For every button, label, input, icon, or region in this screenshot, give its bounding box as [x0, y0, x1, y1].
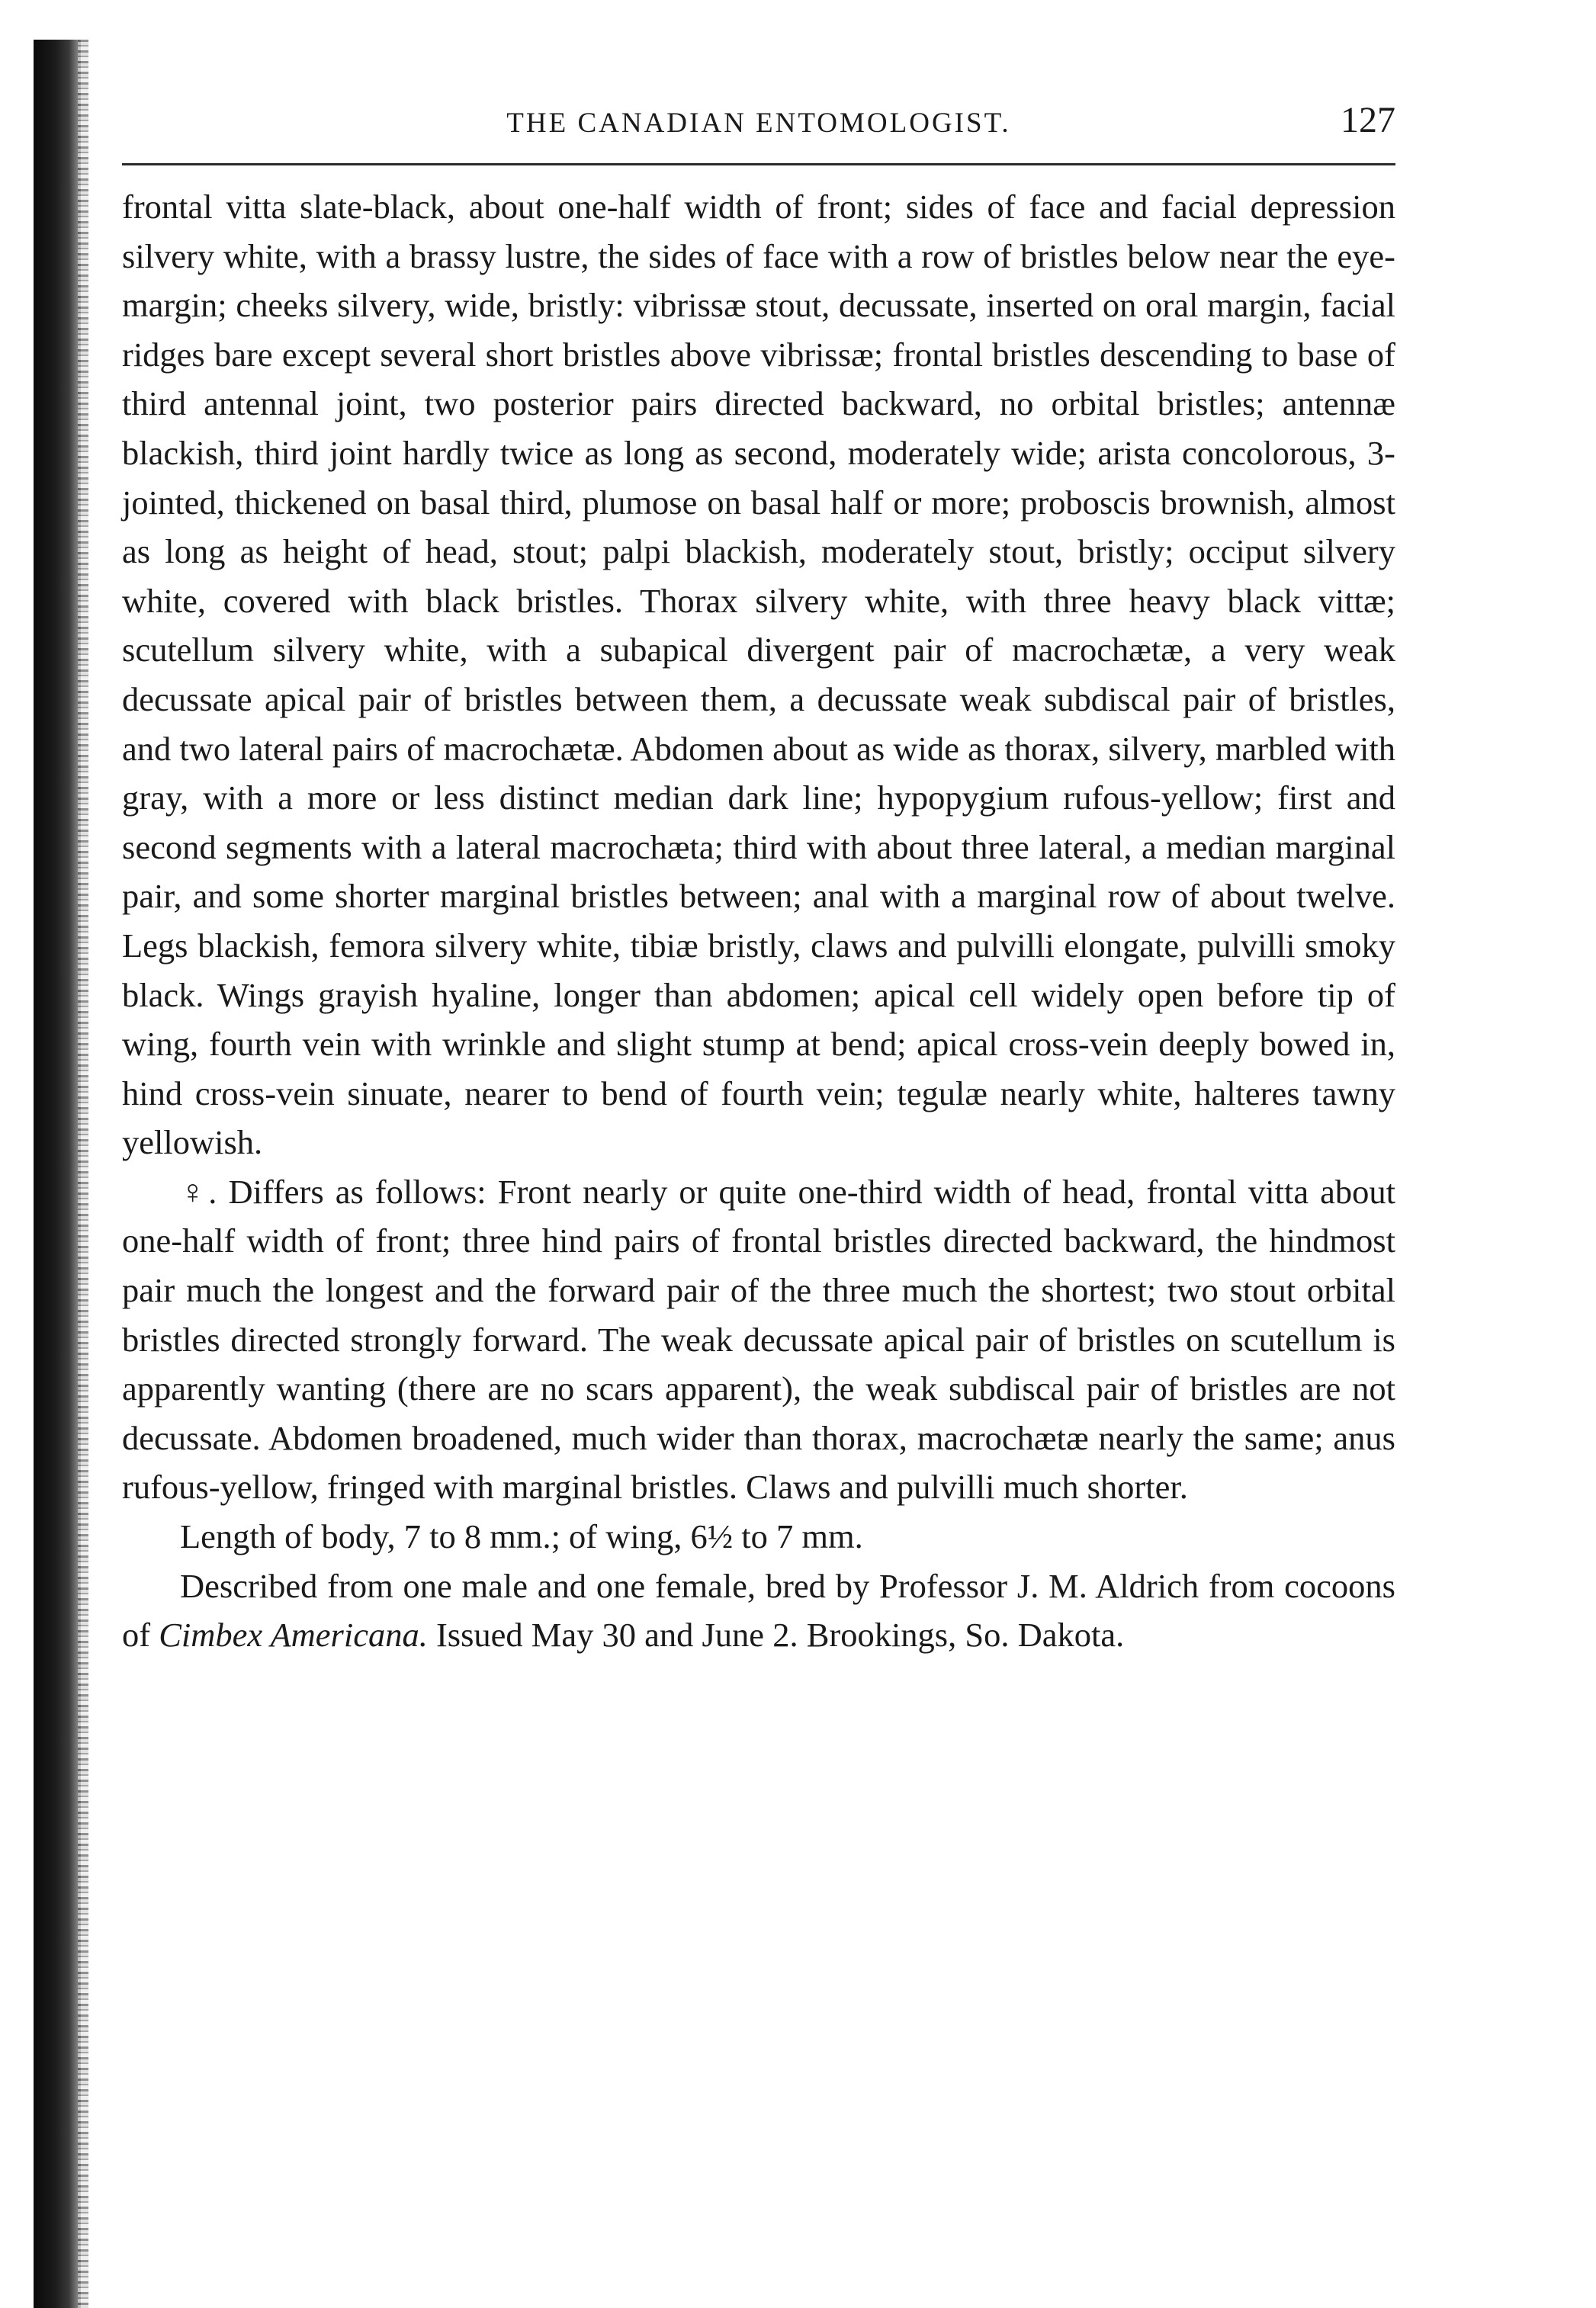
journal-page	[122, 99, 1395, 1660]
book-binding-edge	[34, 40, 81, 2308]
species-name: Cimbex Americana.	[159, 1616, 428, 1655]
measurements-paragraph: Length of body, 7 to 8 mm.; of wing, 6½ to 7 mm.	[180, 1517, 863, 1556]
source-text-start: Described from one male and one female, bred by Professor J. M. Aldrich from cocoons of	[122, 1566, 1395, 1655]
article-body	[122, 182, 1395, 1660]
male-description-paragraph: frontal vitta slate-black, about one-half width of front; sides of face and facial depression silvery white, with a brassy lustre, the sides of face with a row of bristles below near the eye-margin; cheeks silvery, wide, bristly: vibrissæ stout, decussate, inserted on oral margin, facial ridges bare except several short bristles above vibrissæ; frontal bristles descending to base of third antennal joint, two posterior pairs directed backward, no orbital bristles; antennæ blackish, third joint hardly twice as long as second, moderately wide; arista concolorous, 3-jointed, thickened on basal third, plumose on basal half or more; proboscis brownish, almost as long as height of head, stout; palpi blackish, moderately stout, bristly; occiput silvery white, covered with black bristles. Thorax silvery white, with three heavy black vittæ; scutellum silvery white, with a subapical divergent pair of macrochætæ, a very weak decussate apical pair of bristles between them, a decussate weak subdiscal pair of bristles, and two lateral pairs of macrochætæ. Abdomen about as wide as thorax, silvery, marbled with gray, with a more or less distinct median dark line; hypopygium rufous-yellow; first and second segments with a lateral macrochæta; third with about three lateral, a median marginal pair, and some shorter marginal bristles between; anal with a marginal row of about twelve. Legs blackish, femora silvery white, tibiæ bristly, claws and pulvilli elongate, pulvilli smoky black. Wings grayish hyaline, longer than abdomen; apical cell widely open before tip of wing, fourth vein with wrinkle and slight stump at bend; apical cross-vein deeply bowed in, hind cross-vein sinuate, nearer to bend of fourth vein; tegulæ nearly white, halteres tawny yellowish.	[122, 188, 1395, 1162]
page-number: 127	[1341, 100, 1395, 140]
source-paragraph	[122, 1562, 1395, 1660]
female-description-paragraph: ♀. Differs as follows: Front nearly or quite one-third width of head, frontal vitta about one-half width of front; three hind pairs of frontal bristles directed backward, the hindmost pair much the longest and the forward pair of the three much the shortest; two stout orbital bristles directed strongly forward. The weak decussate apical pair of bristles on scutellum is apparently wanting (there are no scars apparent), the weak subdiscal pair of bristles are not decussate. Abdomen broadened, much wider than thorax, macrochætæ nearly the same; anus rufous-yellow, fringed with marginal bristles. Claws and pulvilli much shorter.	[122, 1172, 1395, 1507]
running-title: THE CANADIAN ENTOMOLOGIST.	[506, 108, 1011, 139]
header-rule	[122, 163, 1395, 165]
running-head	[122, 99, 1395, 152]
source-text-end: Issued May 30 and June 2. Brookings, So. Dakota.	[427, 1616, 1125, 1655]
